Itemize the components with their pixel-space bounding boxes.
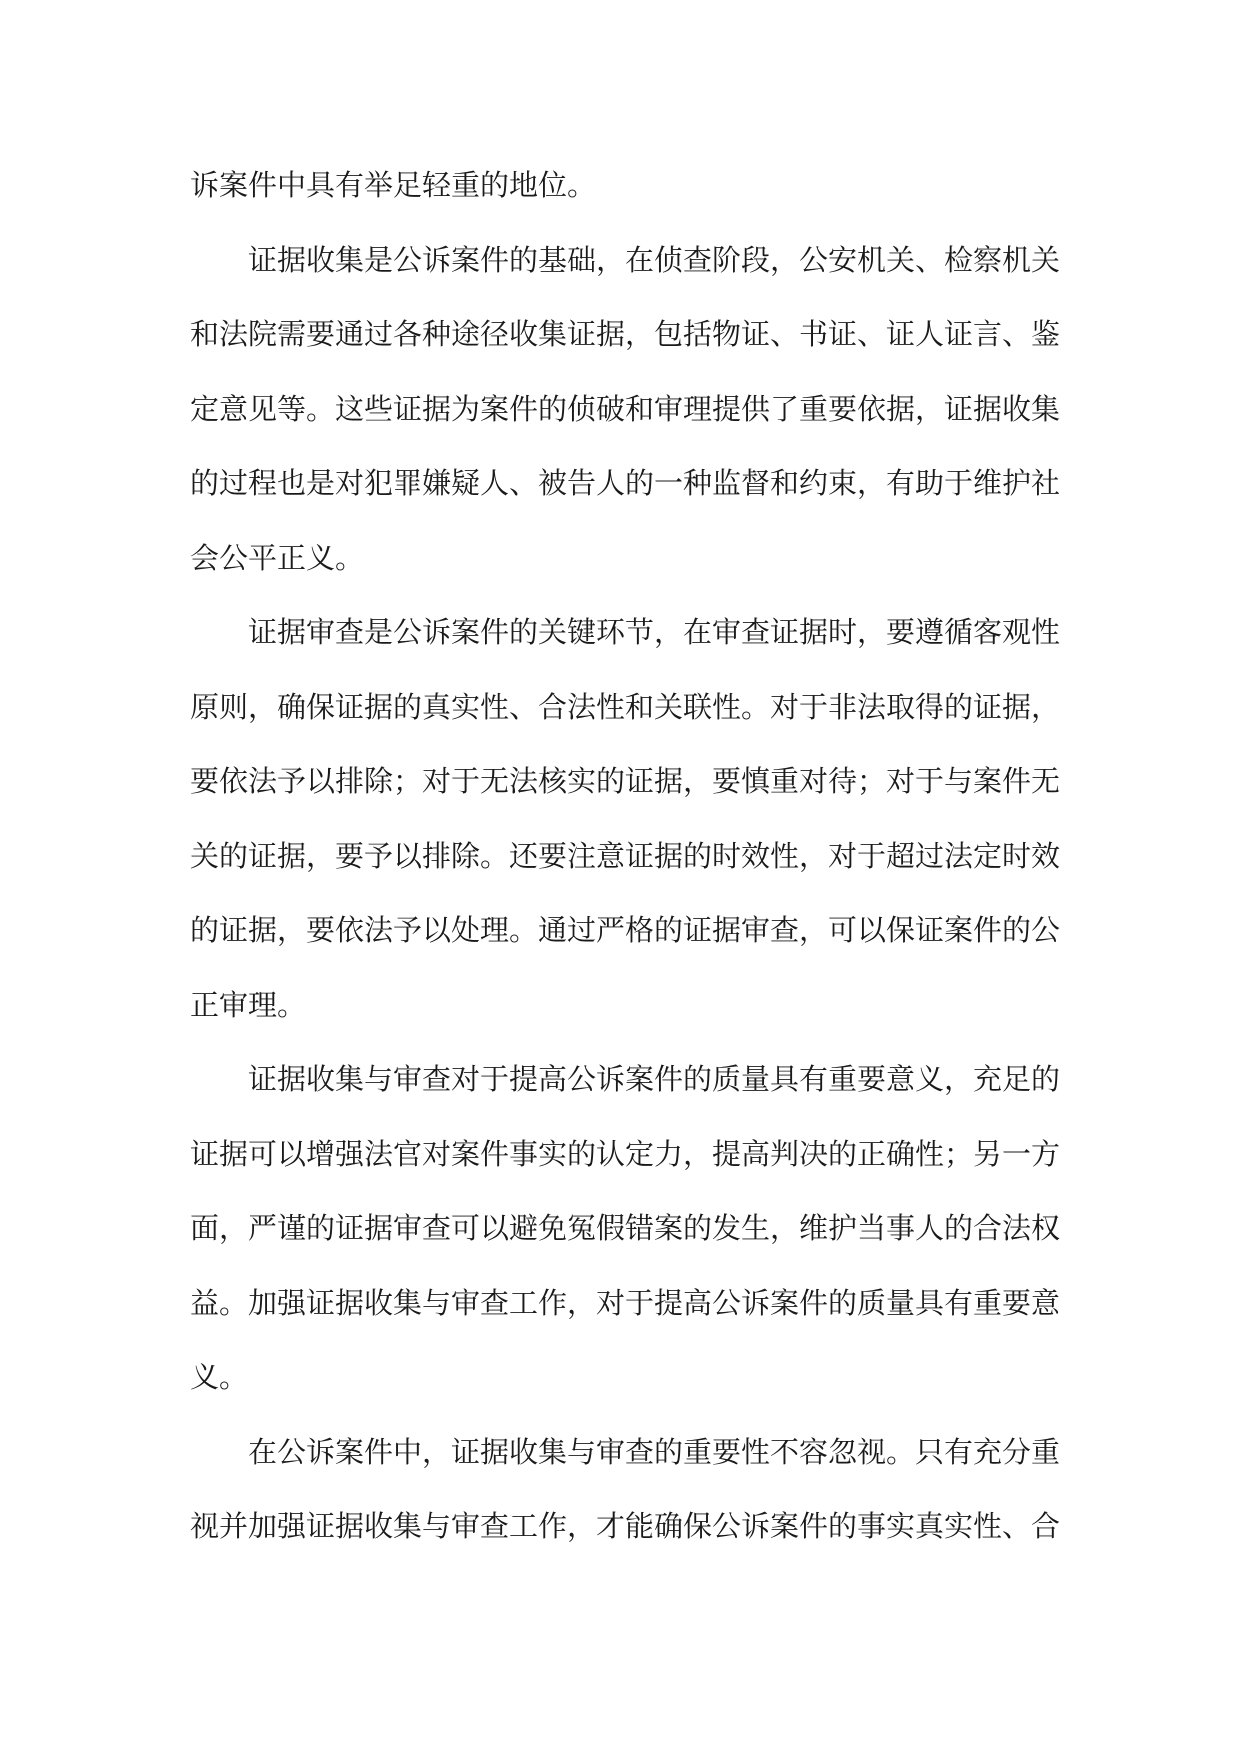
paragraph-evidence-collection: 证据收集是公诉案件的基础，在侦查阶段，公安机关、检察机关和法院需要通过各种途径收集证据，包括物证、书证、证人证言、鉴定意见等。这些证据为案件的侦破和审理提供了重要依据，证据收集的过程也是对犯罪嫌疑人、被告人的一种监督和约束，有助于维护社会公平正义。 — [190, 242, 1061, 575]
paragraph-continuation: 诉案件中具有举足轻重的地位。 — [190, 168, 597, 202]
document-body — [190, 148, 1060, 1564]
paragraph-evidence-review: 证据审查是公诉案件的关键环节，在审查证据时，要遵循客观性原则，确保证据的真实性、合法性和关联性。对于非法取得的证据，要依法予以排除；对于无法核实的证据，要慎重对待；对于与案件无关的证据，要予以排除。还要注意证据的时效性，对于超过法定时效的证据，要依法予以处理。通过严格的证据审查，可以保证案件的公正审理。 — [190, 615, 1061, 1022]
paragraph-quality-significance: 证据收集与审查对于提高公诉案件的质量具有重要意义，充足的证据可以增强法官对案件事实的认定力，提高判决的正确性；另一方面，严谨的证据审查可以避免冤假错案的发生，维护当事人的合法权益。加强证据收集与审查工作，对于提高公诉案件的质量具有重要意义。 — [190, 1062, 1061, 1394]
paragraph-conclusion: 在公诉案件中，证据收集与审查的重要性不容忽视。只有充分重视并加强证据收集与审查工作，才能确保公诉案件的事实真实性、合 — [190, 1434, 1061, 1543]
